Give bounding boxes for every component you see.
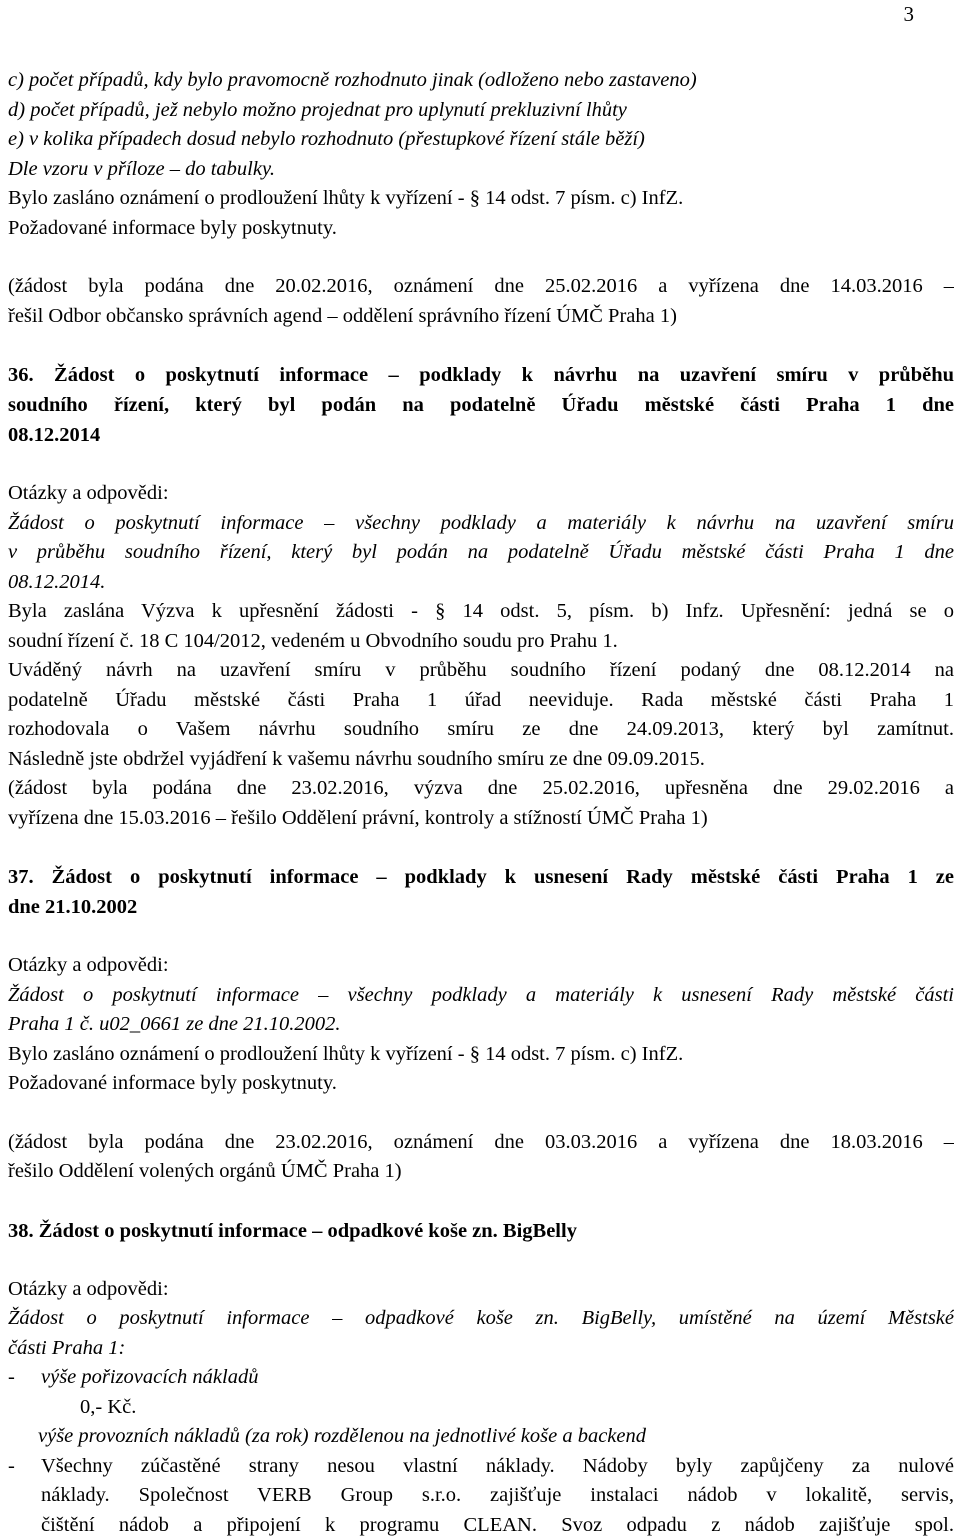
item37-qa-label: Otázky a odpovědi: <box>8 951 954 981</box>
item38-bullet-1-answer: 0,- Kč. <box>8 1393 954 1423</box>
item37-answer-1: Bylo zasláno oznámení o prodloužení lhůty k vyřízení - § 14 odst. 7 písm. c) InfZ. <box>8 1040 954 1070</box>
item37-dates-1: (žádost byla podána dne 23.02.2016, oznámení dne 03.03.2016 a vyřízena dne 18.03.2016 – <box>8 1128 954 1158</box>
intro-item-d: d) počet případů, jež nebylo možno projednat pro uplynutí prekluzivní lhůty <box>8 96 954 126</box>
item36-question-1: Žádost o poskytnutí informace – všechny podklady a materiály k návrhu na uzavření smíru <box>8 509 954 539</box>
item36-answer-1: Byla zaslána Výzva k upřesnění žádosti - § 14 odst. 5, písm. b) Infz. Upřesnění: jedná se o <box>8 597 954 627</box>
item38-bullet-2-text: výše provozních nákladů (za rok) rozdělenou na jednotlivé koše a backend <box>8 1422 954 1452</box>
item36-answer-6: Následně jste obdržel vyjádření k vašemu návrhu soudního smíru ze dne 09.09.2015. <box>8 745 954 775</box>
item36-dates-1: (žádost byla podána dne 23.02.2016, výzva dne 25.02.2016, upřesněna dne 29.02.2016 a <box>8 774 954 804</box>
item36-dates-2: vyřízena dne 15.03.2016 – řešilo Oddělení právní, kontroly a stížností ÚMČ Praha 1) <box>8 804 954 834</box>
item38-bullet-3 <box>8 1452 954 1482</box>
dash-marker: - <box>8 1452 41 1482</box>
item36-heading-1: 36. Žádost o poskytnutí informace – podklady k návrhu na uzavření smíru v průběhu <box>8 360 954 390</box>
page-number: 3 <box>904 2 915 27</box>
item38-qa-label: Otázky a odpovědi: <box>8 1275 954 1305</box>
item38-bullet-3-line-2: náklady. Společnost VERB Group s.r.o. zajišťuje instalaci nádob v lokalitě, servis, <box>8 1481 954 1511</box>
intro-template-note: Dle vzoru v příloze – do tabulky. <box>8 155 954 185</box>
item37-heading-2: dne 21.10.2002 <box>8 892 954 922</box>
item38-bullet-3-line-1: Všechny zúčastěné strany nesou vlastní náklady. Nádoby byly zapůjčeny za nulové <box>41 1452 954 1482</box>
item38-bullet-1-text: výše pořizovacích nákladů <box>41 1363 954 1393</box>
item37-dates-2: řešilo Oddělení volených orgánů ÚMČ Praha 1) <box>8 1157 954 1187</box>
intro-item-c: c) počet případů, kdy bylo pravomocně rozhodnuto jinak (odloženo nebo zastaveno) <box>8 66 954 96</box>
item36-answer-5: rozhodovala o Vašem návrhu soudního smíru ze dne 24.09.2013, který byl zamítnut. <box>8 715 954 745</box>
item36-question-3: 08.12.2014. <box>8 568 954 598</box>
item36-answer-3: Uváděný návrh na uzavření smíru v průběhu soudního řízení podaný dne 08.12.2014 na <box>8 656 954 686</box>
item37-heading-1: 37. Žádost o poskytnutí informace – podklady k usnesení Rady městské části Praha 1 ze <box>8 862 954 892</box>
item38-bullet-3-line-3: čištění nádob a připojení k programu CLEAN. Svoz odpadu z nádob zajišťuje spol. <box>8 1511 954 1540</box>
document-body <box>8 66 954 1540</box>
item36-heading-2: soudního řízení, který byl podán na podatelně Úřadu městské části Praha 1 dne <box>8 390 954 420</box>
item37-question-1: Žádost o poskytnutí informace – všechny podklady a materiály k usnesení Rady městské části <box>8 981 954 1011</box>
item36-answer-4: podatelně Úřadu městské části Praha 1 úřad neeviduje. Rada městské části Praha 1 <box>8 686 954 716</box>
intro-extension-notice: Bylo zasláno oznámení o prodloužení lhůty k vyřízení - § 14 odst. 7 písm. c) InfZ. <box>8 184 954 214</box>
item38-question-2: části Praha 1: <box>8 1334 954 1364</box>
dash-marker: - <box>8 1363 41 1393</box>
item36-heading-3: 08.12.2014 <box>8 420 954 450</box>
item37-question-2: Praha 1 č. u02_0661 ze dne 21.10.2002. <box>8 1010 954 1040</box>
item38-heading: 38. Žádost o poskytnutí informace – odpadkové koše zn. BigBelly <box>8 1216 954 1246</box>
item37-answer-2: Požadované informace byly poskytnuty. <box>8 1069 954 1099</box>
item36-question-2: v průběhu soudního řízení, který byl podán na podatelně Úřadu městské části Praha 1 dne <box>8 538 954 568</box>
intro-item-e: e) v kolika případech dosud nebylo rozhodnuto (přestupkové řízení stále běží) <box>8 125 954 155</box>
intro-provided: Požadované informace byly poskytnuty. <box>8 214 954 244</box>
intro-handler: řešil Odbor občansko správních agend – oddělení správního řízení ÚMČ Praha 1) <box>8 302 954 332</box>
item36-qa-label: Otázky a odpovědi: <box>8 479 954 509</box>
item38-question-1: Žádost o poskytnutí informace – odpadkové koše zn. BigBelly, umístěné na území Městské <box>8 1304 954 1334</box>
item38-bullet-1 <box>8 1363 954 1393</box>
intro-dates: (žádost byla podána dne 20.02.2016, oznámení dne 25.02.2016 a vyřízena dne 14.03.2016 – <box>8 272 954 302</box>
item36-answer-2: soudní řízení č. 18 C 104/2012, vedeném u Obvodního soudu pro Prahu 1. <box>8 627 954 657</box>
